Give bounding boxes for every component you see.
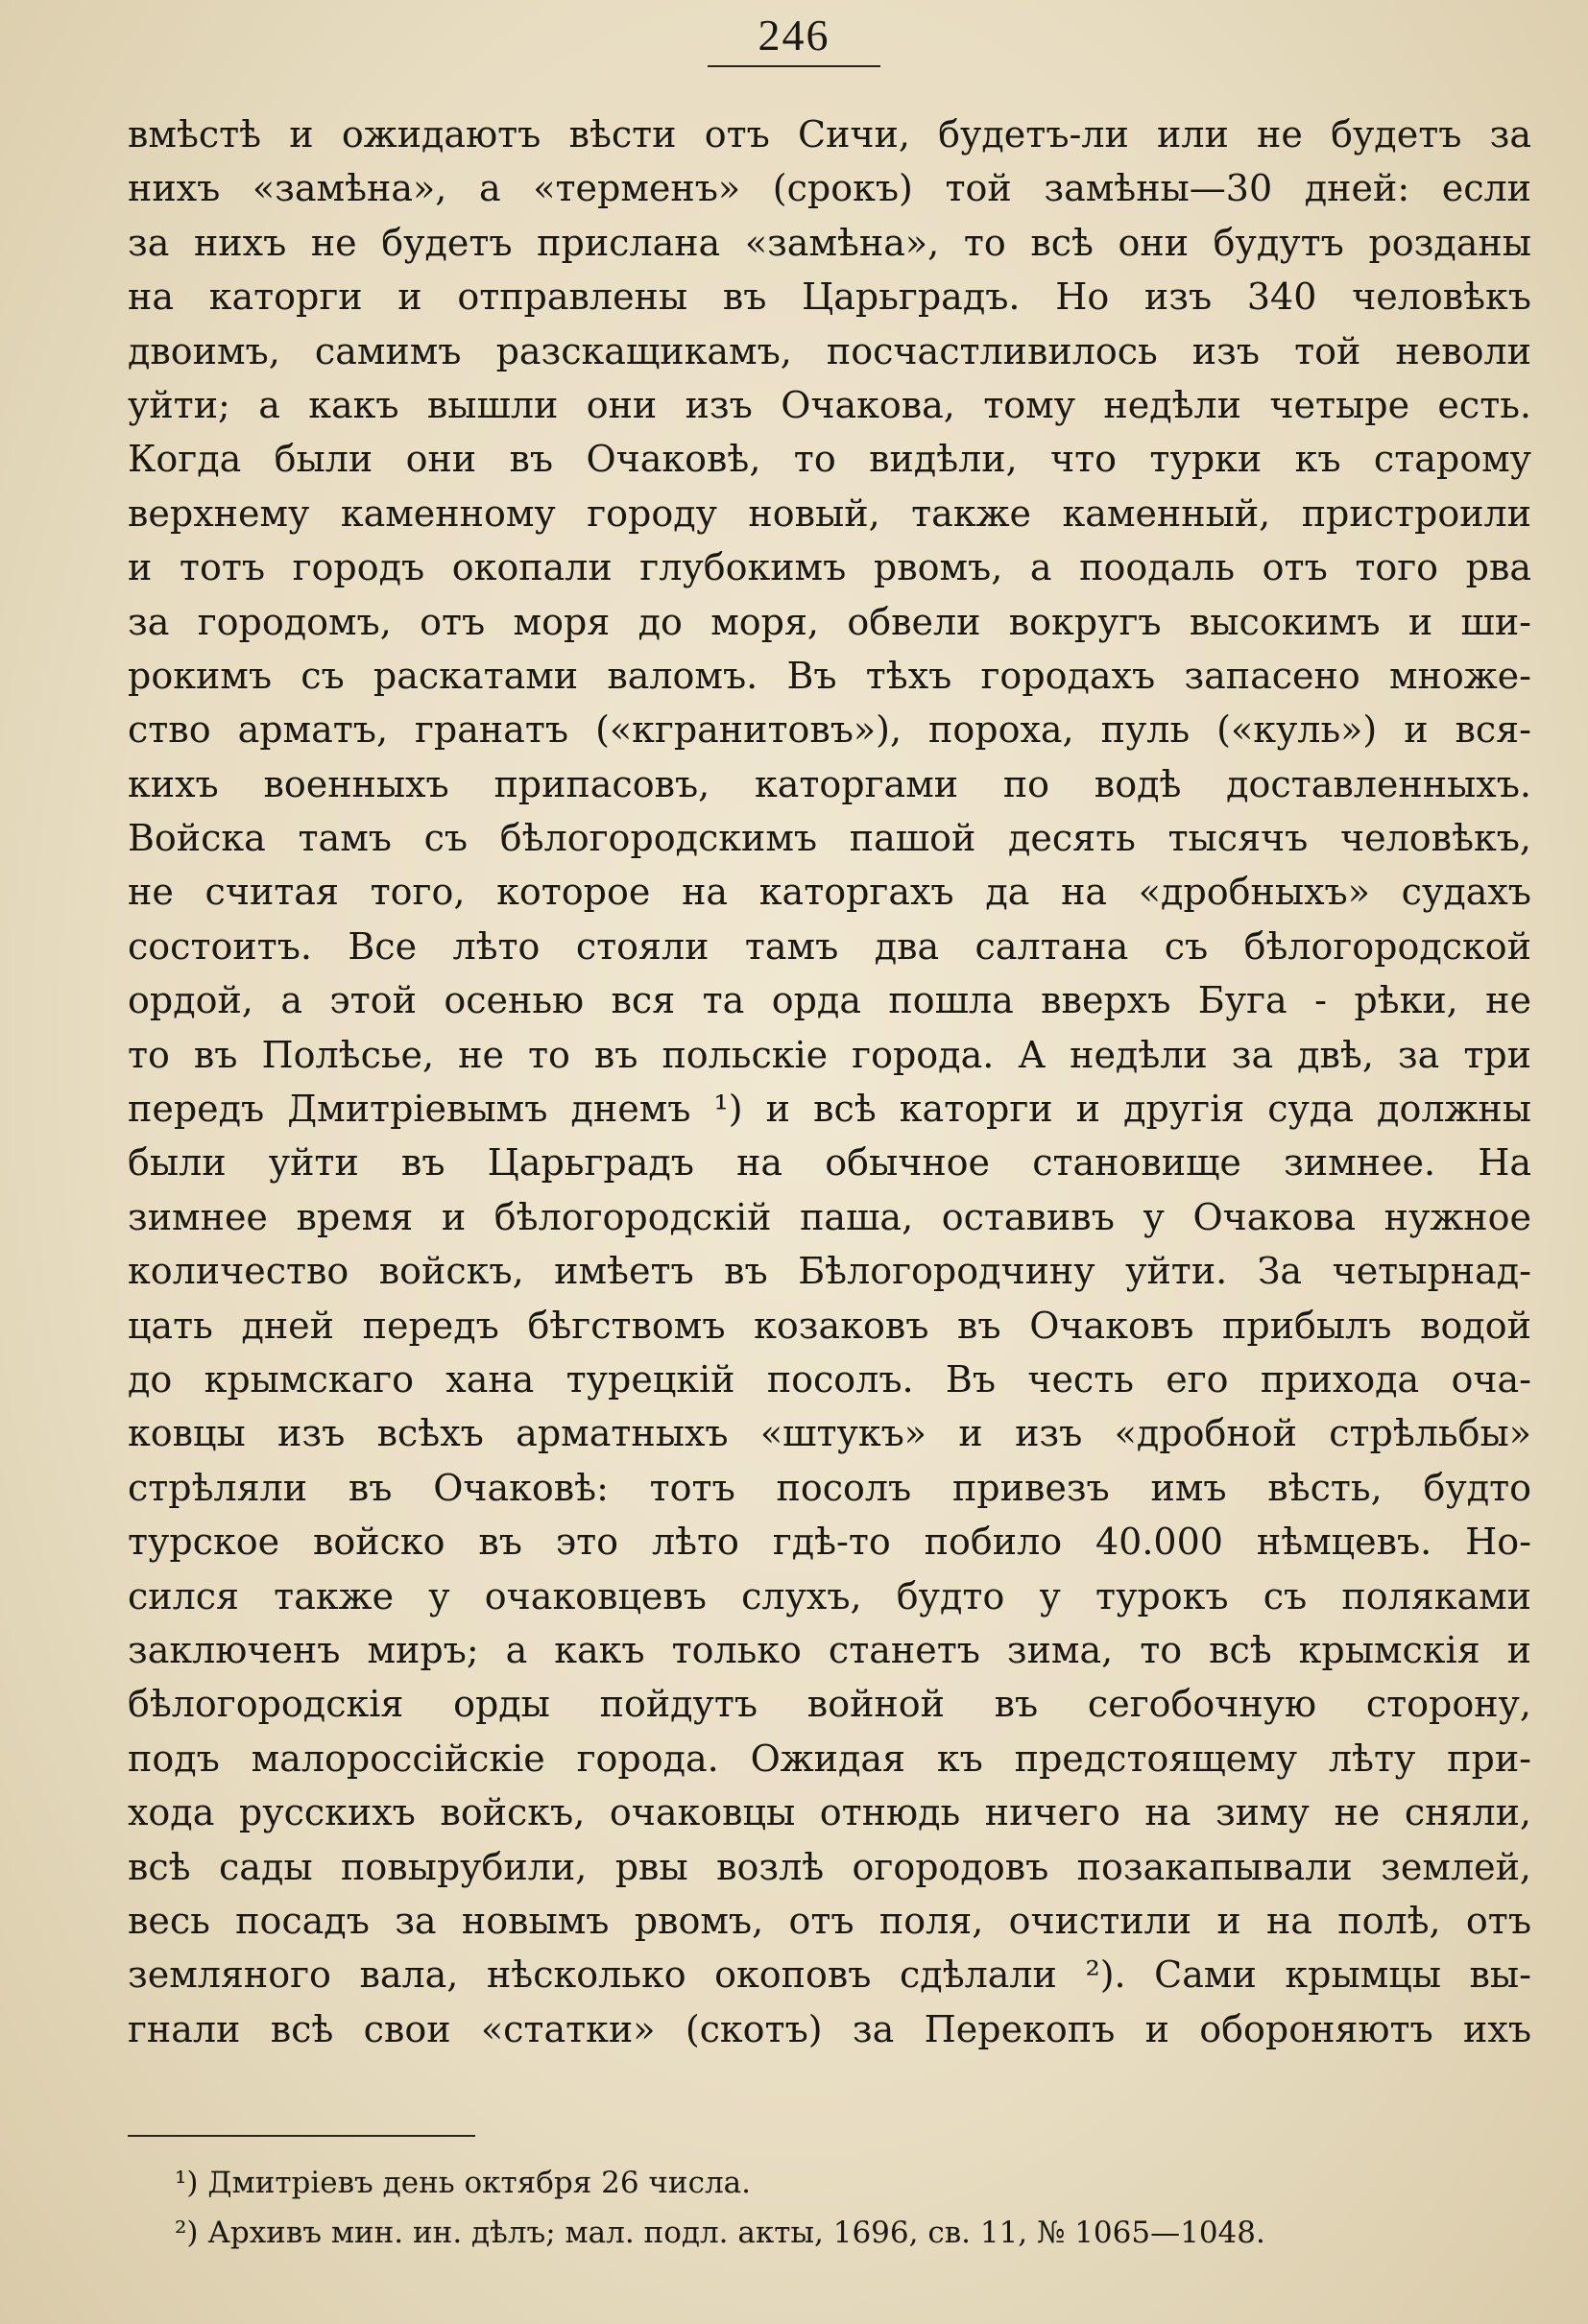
text-line: цать дней передъ бѣгствомъ козаковъ въ Очаковъ прибылъ водой: [128, 1304, 1531, 1347]
text-line: на каторги и отправлены въ Царьградъ. Но изъ 340 человѣкъ: [128, 276, 1531, 319]
text-line: верхнему каменному городу новый, также каменный, пристроили: [128, 491, 1531, 535]
text-line: то въ Полѣсье, не то въ польскіе города. А недѣли за двѣ, за три: [128, 1033, 1531, 1076]
text-line: и тотъ городъ окопали глубокимъ рвомъ, а поодаль отъ того рва: [128, 546, 1531, 589]
text-line: подъ малороссійскіе города. Ожидая къ предстоящему лѣту при-: [128, 1737, 1531, 1780]
text-line: ковцы изъ всѣхъ арматныхъ «штукъ» и изъ «дробной стрѣльбы»: [128, 1412, 1531, 1455]
text-line: ордой, а этой осенью вся та орда пошла вверхъ Буга - рѣки, не: [128, 979, 1531, 1022]
text-line: гнали всѣ свои «статки» (скотъ) за Перекопъ и обороняютъ ихъ: [128, 2007, 1531, 2050]
text-line: ство арматъ, гранатъ («кгранитовъ»), пороха, пуль («куль») и вся-: [128, 708, 1531, 752]
text-line: заключенъ миръ; а какъ только станетъ зима, то всѣ крымскія и: [128, 1628, 1531, 1671]
text-line: сился также у очаковцевъ слухъ, будто у турокъ съ поляками: [128, 1574, 1531, 1617]
footnotes: [175, 2158, 1519, 2258]
text-line: всѣ сады повырубили, рвы возлѣ огородовъ позакапывали землей,: [128, 1845, 1531, 1888]
text-line: за нихъ не будетъ прислана «замѣна», то всѣ они будутъ розданы: [128, 221, 1531, 264]
text-line: до крымскаго хана турецкій посолъ. Въ честь его прихода оча-: [128, 1357, 1531, 1401]
body-text: [128, 108, 1531, 2056]
text-line: за городомъ, отъ моря до моря, обвели вокругъ высокимъ и ши-: [128, 600, 1531, 643]
text-line: стрѣляли въ Очаковѣ: тотъ посолъ привезъ имъ вѣсть, будто: [128, 1466, 1531, 1509]
text-line: уйти; а какъ вышли они изъ Очакова, тому недѣли четыре есть.: [128, 383, 1531, 426]
page-number: 246: [758, 11, 830, 60]
text-line: были уйти въ Царьградъ на обычное становище зимнее. На: [128, 1141, 1531, 1185]
text-line: количество войскъ, имѣетъ въ Бѣлогородчину уйти. За четырнад-: [128, 1250, 1531, 1293]
text-line: состоитъ. Все лѣто стояли тамъ два салтана съ бѣлогородской: [128, 924, 1531, 968]
text-line: вмѣстѣ и ожидаютъ вѣсти отъ Сичи, будетъ-ли или не будетъ за: [128, 113, 1531, 156]
text-line: не считая того, которое на каторгахъ да на «дробныхъ» судахъ: [128, 871, 1531, 914]
text-line: двоимъ, самимъ разскащикамъ, посчастливилось изъ той неволи: [128, 329, 1531, 372]
text-line: передъ Дмитріевымъ днемъ ¹) и всѣ каторги и другія суда должны: [128, 1088, 1531, 1131]
text-line: Когда были они въ Очаковѣ, то видѣли, что турки къ старому: [128, 438, 1531, 481]
header-rule: [708, 65, 880, 67]
footnote-rule: [128, 2135, 475, 2137]
text-line: весь посадъ за новымъ рвомъ, отъ поля, очистили и на полѣ, отъ: [128, 1899, 1531, 1942]
footnote: ¹) Дмитріевъ день октября 26 числа.: [175, 2166, 751, 2200]
text-line: рокимъ съ раскатами валомъ. Въ тѣхъ городахъ запасено множе-: [128, 654, 1531, 697]
text-line: турское войско въ это лѣто гдѣ-то побило 40.000 нѣмцевъ. Но-: [128, 1521, 1531, 1564]
text-line: земляного вала, нѣсколько окоповъ сдѣлали ²). Сами крымцы вы-: [128, 1953, 1531, 1997]
text-line: Войска тамъ съ бѣлогородскимъ пашой десять тысячъ человѣкъ,: [128, 817, 1531, 860]
page-header: [0, 13, 1588, 67]
text-line: кихъ военныхъ припасовъ, каторгами по водѣ доставленныхъ.: [128, 762, 1531, 805]
text-line: зимнее время и бѣлогородскій паша, оставивъ у Очакова нужное: [128, 1195, 1531, 1238]
text-line: хода русскихъ войскъ, очаковцы отнюдь ничего на зиму не сняли,: [128, 1791, 1531, 1834]
text-line: бѣлогородскія орды пойдутъ войной въ сегобочную сторону,: [128, 1683, 1531, 1726]
text-line: нихъ «замѣна», а «терменъ» (срокъ) той замѣны—30 дней: если: [128, 167, 1531, 210]
footnote: ²) Архивъ мин. ин. дѣлъ; мал. подл. акты, 1696, св. 11, № 1065—1048.: [175, 2216, 1265, 2250]
